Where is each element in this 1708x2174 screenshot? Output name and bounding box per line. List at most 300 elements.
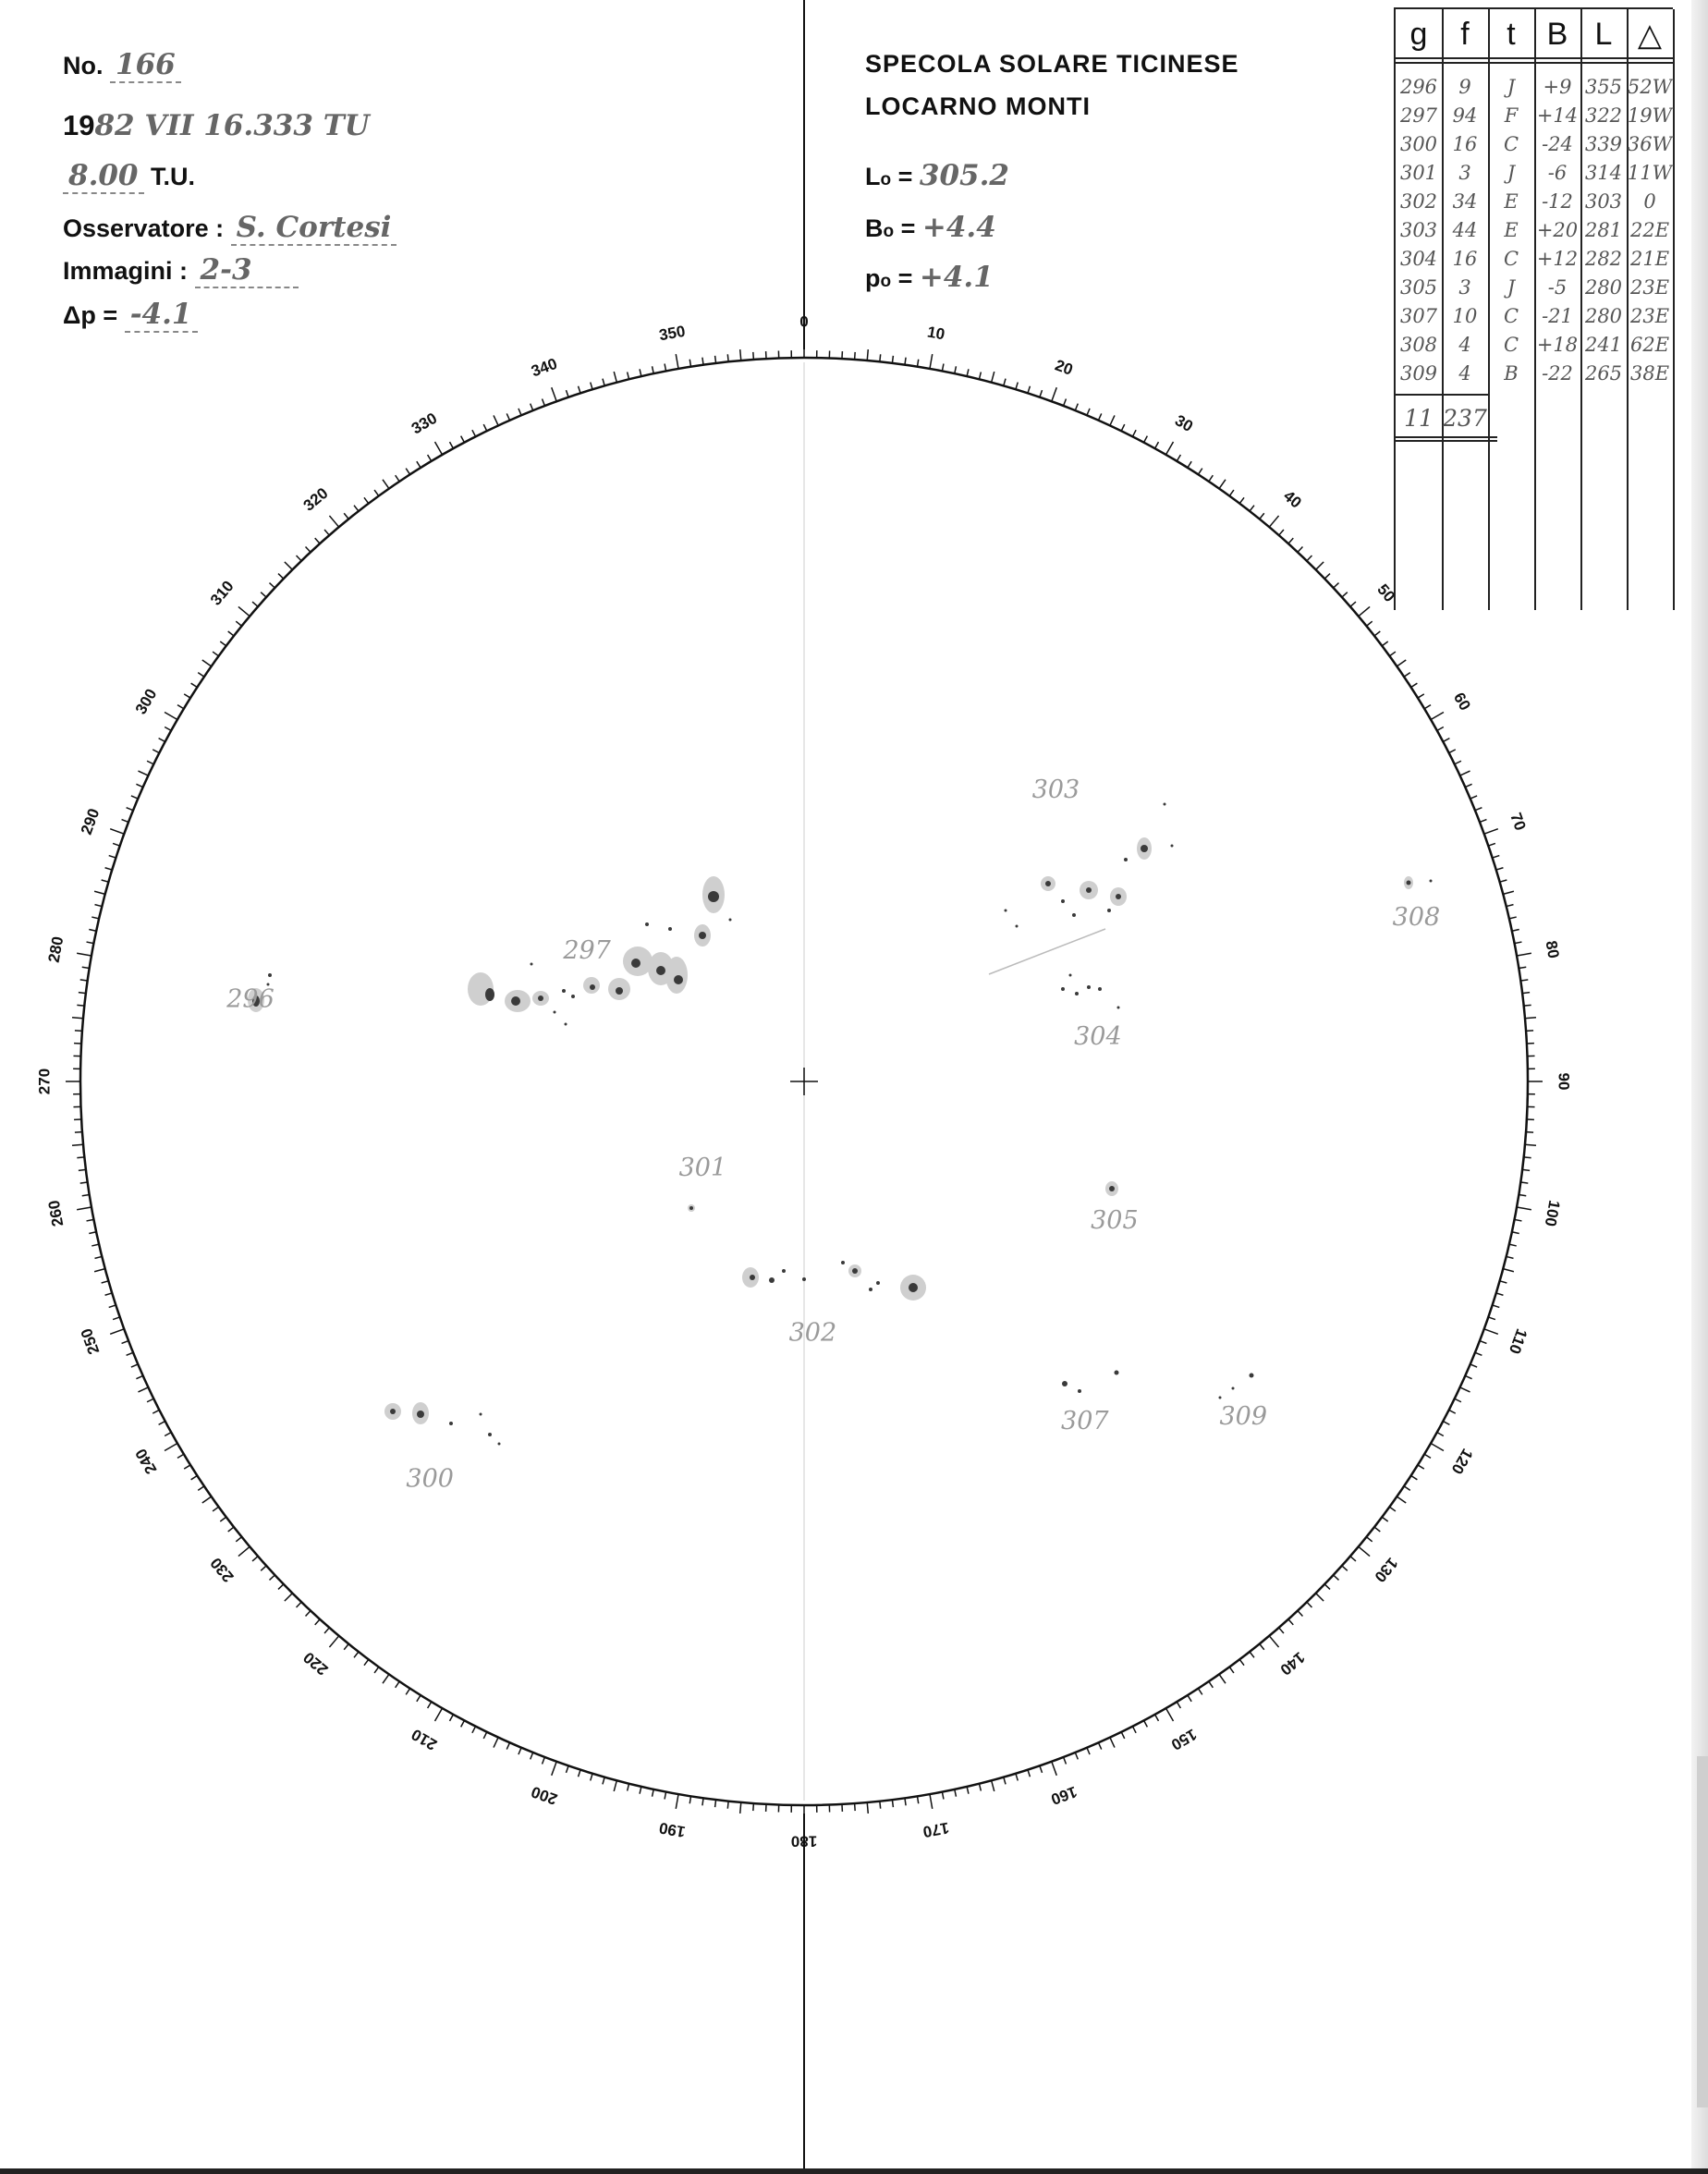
- degree-tick: [406, 1689, 409, 1695]
- table-cell: 308: [1399, 334, 1438, 356]
- table-cell: 265: [1584, 362, 1623, 385]
- degree-tick: [1397, 1496, 1406, 1503]
- table-cell: -6: [1547, 162, 1568, 184]
- table-cell: 19W: [1627, 104, 1673, 127]
- degree-tick: [72, 1018, 83, 1019]
- degree-tick: [1269, 1636, 1278, 1647]
- degree-tick: [1520, 1182, 1528, 1183]
- degree-tick: [94, 1256, 102, 1258]
- degree-tick: [1465, 784, 1471, 787]
- table-cell: 322: [1584, 104, 1623, 127]
- degree-tick: [1307, 556, 1312, 561]
- degree-tick: [1316, 1594, 1324, 1601]
- group-label: 308: [1392, 902, 1441, 932]
- table-cell: J: [1507, 276, 1516, 299]
- degree-label: 260: [44, 1199, 67, 1228]
- table-cell: -12: [1542, 190, 1573, 213]
- degree-tick: [1209, 475, 1213, 482]
- degree-tick: [967, 1787, 969, 1794]
- degree-label: 150: [1167, 1725, 1201, 1754]
- number-value: 166: [110, 48, 181, 83]
- degree-label: 10: [925, 323, 946, 344]
- degree-tick: [417, 461, 421, 468]
- table-cell: 23E: [1629, 276, 1670, 299]
- degree-tick: [1342, 592, 1348, 597]
- degree-tick: [122, 820, 128, 823]
- degree-tick: [1040, 1765, 1043, 1773]
- b0-label: B: [865, 214, 884, 242]
- degree-tick: [892, 356, 893, 363]
- year-prefix: 19: [63, 109, 95, 141]
- degree-tick: [653, 366, 654, 373]
- degree-tick: [75, 1132, 82, 1133]
- degree-tick: [252, 1557, 258, 1561]
- table-cell: -22: [1542, 362, 1573, 385]
- table-cell: E: [1504, 190, 1519, 213]
- degree-tick: [213, 652, 218, 656]
- b0-value: +4.4: [921, 211, 996, 244]
- degree-tick: [1239, 497, 1244, 503]
- degree-tick: [992, 372, 994, 383]
- degree-tick: [1028, 386, 1030, 394]
- degree-tick: [1443, 739, 1449, 742]
- degree-tick: [1188, 1695, 1191, 1702]
- b0-sub: o: [883, 222, 895, 241]
- degree-tick: [77, 1005, 84, 1006]
- degree-tick: [1016, 383, 1018, 390]
- degree-tick: [614, 372, 616, 383]
- degree-label: 50: [1373, 580, 1399, 605]
- degree-tick: [867, 1802, 868, 1814]
- degree-tick: [1484, 829, 1498, 834]
- degree-tick: [614, 1780, 616, 1791]
- degree-tick: [89, 1232, 96, 1234]
- degree-tick: [105, 868, 113, 870]
- degree-tick: [1520, 980, 1528, 981]
- degree-tick: [1522, 993, 1530, 994]
- scan-edge-right-shadow: [1697, 1756, 1708, 2107]
- degree-tick: [1496, 868, 1504, 870]
- degree-tick: [665, 1792, 666, 1800]
- table-cell: 305: [1399, 276, 1438, 299]
- degree-tick: [127, 808, 133, 811]
- degree-tick: [1525, 1144, 1536, 1145]
- table-cell: 280: [1584, 276, 1623, 299]
- degree-tick: [1449, 750, 1456, 753]
- degree-tick: [1382, 641, 1387, 646]
- table-cell: 16: [1452, 248, 1478, 270]
- degree-tick: [1507, 905, 1514, 907]
- degree-tick: [278, 1584, 284, 1590]
- degree-tick: [297, 556, 302, 561]
- degree-tick: [110, 829, 124, 834]
- degree-tick: [297, 1602, 302, 1607]
- degree-tick: [315, 1619, 320, 1625]
- degree-tick: [603, 379, 604, 386]
- degree-tick: [1517, 1207, 1531, 1210]
- degree-label: 250: [77, 1325, 104, 1357]
- degree-tick: [315, 538, 320, 544]
- degree-tick: [518, 409, 521, 415]
- degree-tick: [306, 546, 311, 552]
- observatory-line2: LOCARNO MONTI: [865, 92, 1091, 120]
- degree-tick: [269, 583, 274, 588]
- degree-tick: [1229, 1667, 1234, 1672]
- degree-tick: [702, 358, 703, 365]
- degree-tick: [94, 891, 105, 894]
- table-cell: 241: [1584, 334, 1623, 356]
- degree-tick: [1526, 1031, 1533, 1032]
- degree-tick: [472, 1727, 476, 1733]
- degree-tick: [1359, 1546, 1370, 1556]
- degree-tick: [1404, 673, 1410, 677]
- table-cell: E: [1504, 219, 1519, 241]
- degree-tick: [1075, 1753, 1078, 1759]
- table-header-t: t: [1507, 17, 1516, 52]
- degree-tick: [543, 1757, 545, 1764]
- degree-tick: [1324, 1584, 1330, 1590]
- degree-tick: [1507, 1256, 1514, 1258]
- degree-tick: [79, 1169, 86, 1170]
- group-label: 309: [1219, 1402, 1268, 1432]
- degree-tick: [77, 1207, 92, 1210]
- degree-tick: [753, 1803, 754, 1811]
- degree-tick: [77, 953, 92, 956]
- degree-tick: [94, 905, 102, 907]
- table-cell: 300: [1399, 133, 1438, 155]
- table-cell: 307: [1399, 305, 1438, 327]
- l0-sub: o: [880, 170, 892, 189]
- degree-tick: [979, 372, 981, 379]
- degree-tick: [1004, 1777, 1006, 1785]
- degree-tick: [278, 574, 284, 580]
- degree-tick: [77, 1157, 84, 1158]
- degree-tick: [1431, 713, 1444, 720]
- table-cell: 355: [1584, 76, 1623, 98]
- p0-value: +4.1: [919, 261, 994, 294]
- degree-tick: [1279, 530, 1284, 535]
- degree-tick: [942, 1792, 944, 1800]
- degree-tick: [1288, 1619, 1293, 1625]
- table-cell: 62E: [1629, 334, 1670, 356]
- degree-tick: [1004, 379, 1006, 386]
- degree-tick: [552, 387, 556, 401]
- degree-tick: [364, 1659, 369, 1665]
- degree-tick: [1460, 1387, 1470, 1392]
- degree-tick: [1209, 1681, 1213, 1688]
- group-labels: [226, 776, 1440, 1493]
- table-cell: 9: [1458, 76, 1471, 98]
- degree-tick: [344, 513, 348, 519]
- degree-tick: [653, 1789, 654, 1797]
- table-cell: 34: [1452, 190, 1478, 213]
- degree-tick: [89, 930, 96, 932]
- degree-tick: [1075, 404, 1078, 410]
- degree-label: 80: [1542, 939, 1563, 960]
- degree-tick: [1509, 917, 1517, 919]
- degree-tick: [1260, 1644, 1264, 1650]
- degree-tick: [702, 1798, 703, 1805]
- degree-tick: [867, 349, 868, 360]
- degree-tick: [354, 1652, 359, 1657]
- degree-tick: [261, 592, 266, 597]
- table-cell: 23E: [1629, 305, 1670, 327]
- table-cell: 11W: [1627, 162, 1673, 184]
- degree-tick: [324, 530, 329, 535]
- degree-tick: [483, 424, 487, 431]
- degree-tick: [202, 1496, 212, 1503]
- table-cell: -24: [1542, 133, 1573, 155]
- degree-tick: [435, 442, 443, 455]
- degree-tick: [383, 1674, 389, 1683]
- degree-tick: [102, 1281, 109, 1283]
- degree-tick: [236, 1537, 241, 1542]
- degree-tick: [1515, 1219, 1522, 1221]
- degree-tick: [715, 356, 716, 363]
- table-cell: C: [1503, 334, 1519, 356]
- table-cell: 280: [1584, 305, 1623, 327]
- degree-tick: [82, 1194, 90, 1195]
- degree-tick: [1500, 1281, 1507, 1283]
- degree-tick: [1389, 652, 1395, 656]
- degree-tick: [75, 1031, 82, 1032]
- degree-tick: [1098, 1742, 1101, 1749]
- degree-tick: [102, 880, 109, 882]
- p0-row: po = +4.1: [865, 261, 994, 294]
- table-cell: 301: [1399, 162, 1438, 184]
- degree-tick: [715, 1800, 716, 1807]
- degree-tick: [930, 1794, 933, 1809]
- degree-tick: [1040, 390, 1043, 397]
- table-cell: 3: [1458, 162, 1471, 184]
- degree-tick: [955, 366, 957, 373]
- degree-tick: [1480, 820, 1486, 823]
- degree-tick: [238, 1546, 250, 1556]
- group-label: 297: [563, 935, 611, 965]
- degree-tick: [94, 1269, 105, 1272]
- degree-tick: [1121, 1732, 1125, 1739]
- table-cell: J: [1507, 76, 1516, 98]
- degree-tick: [228, 631, 234, 636]
- degree-tick: [374, 1667, 379, 1672]
- degree-tick: [152, 750, 159, 753]
- degree-tick: [1121, 424, 1125, 431]
- degree-tick: [740, 1802, 741, 1814]
- table-cell: +9: [1543, 76, 1572, 98]
- degree-tick: [676, 1794, 678, 1809]
- degree-tick: [191, 1475, 198, 1479]
- degree-label: 280: [44, 934, 67, 964]
- table-cell: +18: [1536, 334, 1579, 356]
- degree-tick: [905, 1798, 906, 1805]
- degree-tick: [1144, 436, 1148, 443]
- l0-label: L: [865, 163, 881, 190]
- degree-tick: [1496, 1293, 1504, 1295]
- table-cell: 44: [1452, 219, 1478, 241]
- degree-tick: [177, 705, 184, 709]
- degree-tick: [109, 856, 116, 858]
- degree-tick: [1524, 1005, 1531, 1006]
- degree-tick: [396, 1681, 399, 1688]
- table-cell: C: [1503, 248, 1519, 270]
- degree-tick: [165, 713, 177, 720]
- degree-tick: [1298, 546, 1302, 552]
- degree-label: 180: [790, 1832, 818, 1850]
- degree-tick: [354, 506, 359, 511]
- degree-tick: [136, 784, 142, 787]
- degree-tick: [483, 1732, 487, 1739]
- degree-tick: [87, 1219, 94, 1221]
- degree-label: 20: [1053, 356, 1076, 379]
- degree-tick: [131, 1364, 138, 1367]
- degree-tick: [110, 1329, 124, 1334]
- degree-tick: [435, 1708, 443, 1721]
- table-cell: 4: [1458, 362, 1471, 385]
- degree-tick: [1367, 621, 1372, 626]
- degree-tick: [383, 480, 389, 489]
- degree-tick: [1503, 1269, 1514, 1272]
- degree-label: 0: [799, 312, 809, 331]
- degree-tick: [1493, 856, 1500, 858]
- degree-tick: [269, 1575, 274, 1580]
- degree-tick: [506, 1742, 509, 1749]
- degree-tick: [1250, 1652, 1254, 1657]
- table-cell: 303: [1399, 219, 1438, 241]
- degree-tick: [1016, 1774, 1018, 1781]
- table-cell: C: [1503, 305, 1519, 327]
- degree-tick: [1359, 606, 1370, 616]
- p0-sub: o: [880, 272, 892, 291]
- degree-tick: [1515, 942, 1522, 944]
- dp-label: Δp =: [63, 301, 118, 329]
- degree-tick: [1087, 409, 1090, 415]
- degree-tick: [261, 1566, 266, 1570]
- degree-tick: [1500, 880, 1507, 882]
- group-label: 303: [1031, 776, 1080, 805]
- degree-tick: [753, 352, 754, 360]
- degree-tick: [579, 386, 580, 394]
- dp-value: -4.1: [125, 298, 198, 333]
- degree-tick: [364, 497, 369, 503]
- table-cell: 314: [1584, 162, 1623, 184]
- degree-tick: [880, 354, 881, 361]
- degree-tick: [1177, 1702, 1180, 1708]
- table-cell: C: [1503, 133, 1519, 155]
- table-cell: -5: [1547, 276, 1568, 299]
- degree-tick: [1470, 796, 1477, 799]
- degree-tick: [1488, 843, 1495, 846]
- degree-tick: [82, 967, 90, 968]
- degree-tick: [72, 1144, 83, 1145]
- degree-tick: [1028, 1770, 1030, 1777]
- time-value: 8.00: [63, 159, 144, 194]
- table-cell: 309: [1399, 362, 1438, 385]
- table-cell: 302: [1399, 190, 1438, 213]
- degree-label: 200: [529, 1782, 560, 1809]
- group-label: 296: [226, 984, 274, 1014]
- degree-tick: [1382, 1517, 1387, 1521]
- table-cell: F: [1504, 104, 1519, 127]
- degree-tick: [220, 641, 226, 646]
- degree-tick: [1087, 1748, 1090, 1754]
- degree-tick: [109, 1305, 116, 1307]
- degree-tick: [1155, 442, 1159, 448]
- degree-tick: [461, 436, 465, 443]
- images-value: 2-3: [195, 253, 299, 288]
- group-label: 304: [1074, 1022, 1122, 1052]
- images-label: Immagini :: [63, 257, 189, 285]
- degree-tick: [1064, 1757, 1067, 1764]
- degree-tick: [1503, 891, 1514, 894]
- table-cell: J: [1507, 162, 1516, 184]
- degree-tick: [640, 369, 641, 376]
- degree-tick: [1350, 1557, 1356, 1561]
- degree-tick: [177, 1454, 184, 1458]
- degree-label: 270: [35, 1068, 54, 1095]
- degree-tick: [1250, 506, 1254, 511]
- degree-tick: [979, 1784, 981, 1791]
- degree-tick: [159, 1422, 165, 1425]
- degree-tick: [1052, 1762, 1056, 1776]
- degree-tick: [1437, 1433, 1444, 1436]
- degree-tick: [1524, 1157, 1531, 1158]
- degree-label: 110: [1505, 1326, 1531, 1357]
- degree-tick: [1519, 1194, 1526, 1195]
- table-cell: 38E: [1629, 362, 1670, 385]
- degree-tick: [1219, 1674, 1226, 1683]
- degree-tick: [494, 1738, 498, 1748]
- degree-tick: [1144, 1720, 1148, 1727]
- degree-tick: [213, 1507, 218, 1511]
- degree-tick: [727, 354, 728, 361]
- degree-tick: [727, 1801, 728, 1809]
- degree-tick: [1342, 1566, 1348, 1570]
- degree-tick: [1198, 469, 1202, 475]
- degree-tick: [1229, 490, 1234, 495]
- degree-tick: [1460, 771, 1470, 776]
- group-label: 307: [1061, 1406, 1109, 1435]
- degree-tick: [105, 1293, 113, 1295]
- degree-tick: [79, 993, 86, 994]
- observatory-line1: SPECOLA SOLARE TICINESE: [865, 50, 1239, 78]
- degree-tick: [165, 1444, 177, 1451]
- degree-tick: [138, 771, 148, 776]
- degree-tick: [1239, 1659, 1244, 1665]
- group-303-leader: [989, 929, 1105, 974]
- degree-tick: [740, 349, 741, 360]
- date-value: 82 VII 16.333 TU: [94, 109, 370, 142]
- degree-label: 60: [1449, 690, 1474, 714]
- degree-tick: [1260, 513, 1264, 519]
- table-cell: B: [1504, 362, 1519, 385]
- degree-tick: [306, 1611, 311, 1617]
- table-cell: 339: [1584, 133, 1623, 155]
- degree-tick: [450, 1715, 454, 1721]
- degree-tick: [566, 390, 568, 397]
- degree-label: 100: [1541, 1199, 1564, 1228]
- group-label: 302: [788, 1318, 837, 1348]
- degree-tick: [518, 1748, 521, 1754]
- degree-tick: [1166, 1708, 1174, 1721]
- degree-tick: [1465, 1375, 1471, 1378]
- degree-tick: [640, 1787, 641, 1794]
- degree-tick: [1493, 1305, 1500, 1307]
- table-cell: +20: [1536, 219, 1579, 241]
- l0-value: 305.2: [919, 159, 1009, 192]
- degree-label: 130: [1371, 1554, 1402, 1586]
- degree-tick: [329, 1636, 338, 1647]
- observer-value: S. Cortesi: [231, 211, 397, 246]
